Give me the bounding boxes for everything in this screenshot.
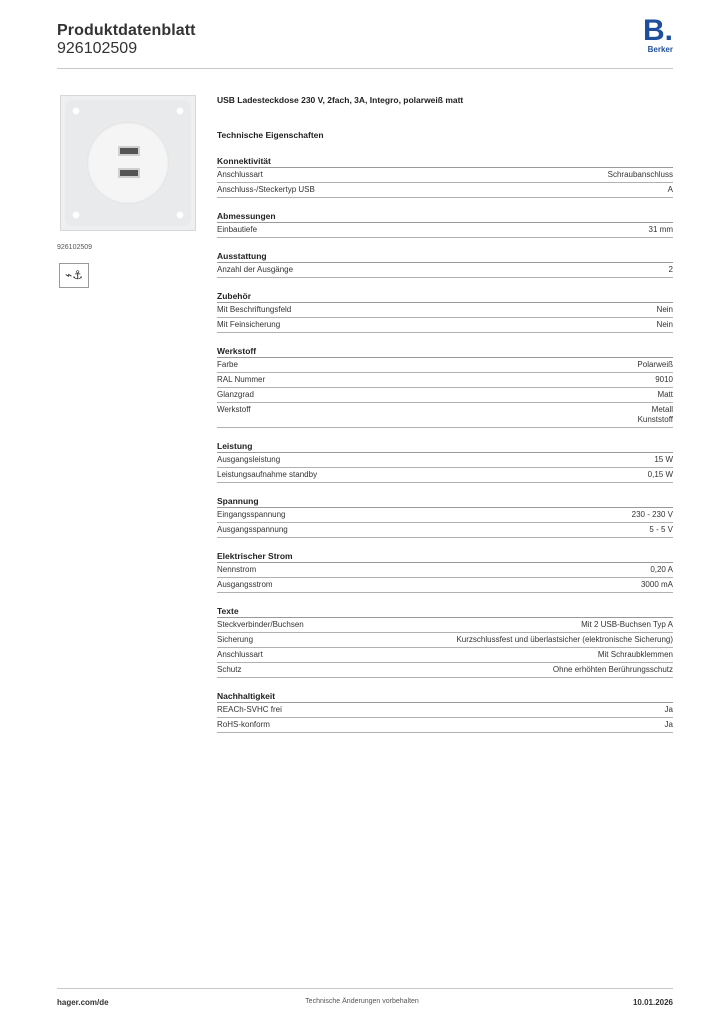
- property-value: [649, 525, 673, 535]
- property-label: Einbautiefe: [217, 225, 258, 234]
- header-divider: [57, 68, 673, 69]
- group-title: Zubehör: [217, 290, 673, 303]
- table-row: [217, 523, 673, 538]
- property-value-line: Schraubanschluss: [607, 170, 673, 179]
- group-title: Konnektivität: [217, 155, 673, 168]
- property-label: Anschluss-/Steckertyp USB: [217, 185, 315, 194]
- image-caption: 926102509: [57, 244, 93, 251]
- property-value: [632, 510, 673, 520]
- property-tables: [217, 155, 673, 745]
- group-title: Abmessungen: [217, 210, 673, 223]
- property-value-line: 0,20 A: [650, 565, 673, 574]
- property-label: Anzahl der Ausgänge: [217, 265, 294, 274]
- table-row: [217, 663, 673, 678]
- property-value-line: Kurzschlussfest und überlastsicher (elektronische Sicherung): [456, 635, 673, 644]
- property-group: [217, 495, 673, 538]
- property-value-line: 230 - 230 V: [631, 510, 673, 519]
- page-title: Produktdatenblatt: [57, 22, 196, 39]
- table-row: [217, 578, 673, 593]
- footer-website[interactable]: hager.com/de: [57, 998, 109, 1007]
- property-value: [657, 390, 673, 400]
- cover-plate: [65, 100, 191, 226]
- table-row: [217, 648, 673, 663]
- usb-port-icon: [118, 168, 140, 178]
- property-value: [665, 705, 673, 715]
- property-value: [657, 320, 673, 330]
- property-label: Mit Feinsicherung: [217, 320, 281, 329]
- table-row: [217, 703, 673, 718]
- screw-hole: [72, 211, 80, 219]
- table-row: [217, 168, 673, 183]
- usb-port-icon: [118, 146, 140, 156]
- property-group: [217, 605, 673, 678]
- group-title: Ausstattung: [217, 250, 673, 263]
- property-value-line: 0,15 W: [647, 470, 673, 479]
- property-value: [638, 405, 673, 425]
- table-row: [217, 263, 673, 278]
- logo-letter: B.: [643, 14, 673, 47]
- property-label: Sicherung: [217, 635, 254, 644]
- group-title: Leistung: [217, 440, 673, 453]
- property-value: [669, 265, 673, 275]
- property-value-line: Mit 2 USB-Buchsen Typ A: [581, 620, 673, 629]
- property-value-line: Nein: [656, 320, 673, 329]
- property-value-line: 9010: [655, 375, 673, 384]
- table-row: [217, 563, 673, 578]
- group-title: Elektrischer Strom: [217, 550, 673, 563]
- property-group: [217, 345, 673, 428]
- table-row: [217, 403, 673, 428]
- table-row: [217, 633, 673, 648]
- property-value: [665, 720, 673, 730]
- property-label: Ausgangsleistung: [217, 455, 281, 464]
- property-group: [217, 440, 673, 483]
- property-value-line: 15 W: [654, 455, 673, 464]
- footer-divider: [57, 988, 673, 989]
- usb-symbol-icon: ⌁⚓: [59, 263, 89, 288]
- table-row: [217, 223, 673, 238]
- property-value: [641, 580, 673, 590]
- property-value-line: Polarweiß: [637, 360, 673, 369]
- property-group: [217, 290, 673, 333]
- property-value-line: 3000 mA: [640, 580, 673, 589]
- property-label: RoHS-konform: [217, 720, 270, 729]
- table-row: [217, 453, 673, 468]
- property-value: [650, 565, 673, 575]
- property-value-line: Ja: [664, 705, 673, 714]
- property-value: [456, 635, 673, 645]
- property-group: [217, 690, 673, 733]
- property-value-line: 5 - 5 V: [649, 525, 673, 534]
- table-row: [217, 718, 673, 733]
- article-number: 926102509: [57, 40, 138, 57]
- property-value: [648, 470, 673, 480]
- property-group: [217, 550, 673, 593]
- property-label: Eingangsspannung: [217, 510, 286, 519]
- property-value-line: Ja: [664, 720, 673, 729]
- property-value-line: Metall: [651, 405, 673, 414]
- property-label: Leistungsaufnahme standby: [217, 470, 318, 479]
- property-value: [637, 360, 673, 370]
- screw-hole: [72, 107, 80, 115]
- property-value-line: 2: [668, 265, 673, 274]
- property-label: Nennstrom: [217, 565, 257, 574]
- page-header: [57, 14, 673, 72]
- property-group: [217, 155, 673, 198]
- berker-logo: [641, 14, 673, 56]
- table-row: [217, 468, 673, 483]
- product-image: [60, 95, 196, 231]
- property-value: [668, 185, 673, 195]
- property-group: [217, 250, 673, 278]
- property-value-line: Mit Schraubklemmen: [597, 650, 673, 659]
- footer-date: 10.01.2026: [632, 998, 673, 1007]
- table-row: [217, 303, 673, 318]
- table-row: [217, 183, 673, 198]
- property-label: Farbe: [217, 360, 238, 369]
- table-row: [217, 358, 673, 373]
- property-value: [655, 375, 673, 385]
- property-value-line: A: [667, 185, 673, 194]
- property-label: REACh-SVHC frei: [217, 705, 282, 714]
- property-value-line: 31 mm: [648, 225, 673, 234]
- property-label: RAL Nummer: [217, 375, 266, 384]
- table-row: [217, 618, 673, 633]
- property-value-line: Kunststoff: [637, 415, 673, 424]
- group-title: Nachhaltigkeit: [217, 690, 673, 703]
- property-label: Ausgangsstrom: [217, 580, 273, 589]
- group-title: Texte: [217, 605, 673, 618]
- product-name: USB Ladesteckdose 230 V, 2fach, 3A, Integro, polarweiß matt: [217, 95, 464, 105]
- property-label: Anschlussart: [217, 650, 263, 659]
- property-label: Mit Beschriftungsfeld: [217, 305, 292, 314]
- property-value: [553, 665, 673, 675]
- tech-properties-heading: Technische Eigenschaften: [217, 130, 324, 140]
- screw-hole: [176, 107, 184, 115]
- table-row: [217, 318, 673, 333]
- property-value: [608, 170, 673, 180]
- logo-text: Berker: [647, 45, 673, 54]
- group-title: Spannung: [217, 495, 673, 508]
- screw-hole: [176, 211, 184, 219]
- property-value-line: Nein: [656, 305, 673, 314]
- property-value: [654, 455, 673, 465]
- group-title: Werkstoff: [217, 345, 673, 358]
- property-label: Glanzgrad: [217, 390, 254, 399]
- property-group: [217, 210, 673, 238]
- property-value: [649, 225, 673, 235]
- table-row: [217, 388, 673, 403]
- property-value: [657, 305, 673, 315]
- usb-socket-insert: [87, 122, 169, 204]
- property-value-line: Ohne erhöhten Berührungsschutz: [552, 665, 673, 674]
- property-value-line: Matt: [657, 390, 673, 399]
- property-label: Ausgangsspannung: [217, 525, 288, 534]
- table-row: [217, 508, 673, 523]
- property-label: Werkstoff: [217, 405, 251, 414]
- property-value: [598, 650, 673, 660]
- property-value: [581, 620, 673, 630]
- footer-notice: Technische Änderungen vorbehalten: [305, 998, 419, 1005]
- property-label: Schutz: [217, 665, 242, 674]
- property-label: Steckverbinder/Buchsen: [217, 620, 304, 629]
- property-label: Anschlussart: [217, 170, 263, 179]
- table-row: [217, 373, 673, 388]
